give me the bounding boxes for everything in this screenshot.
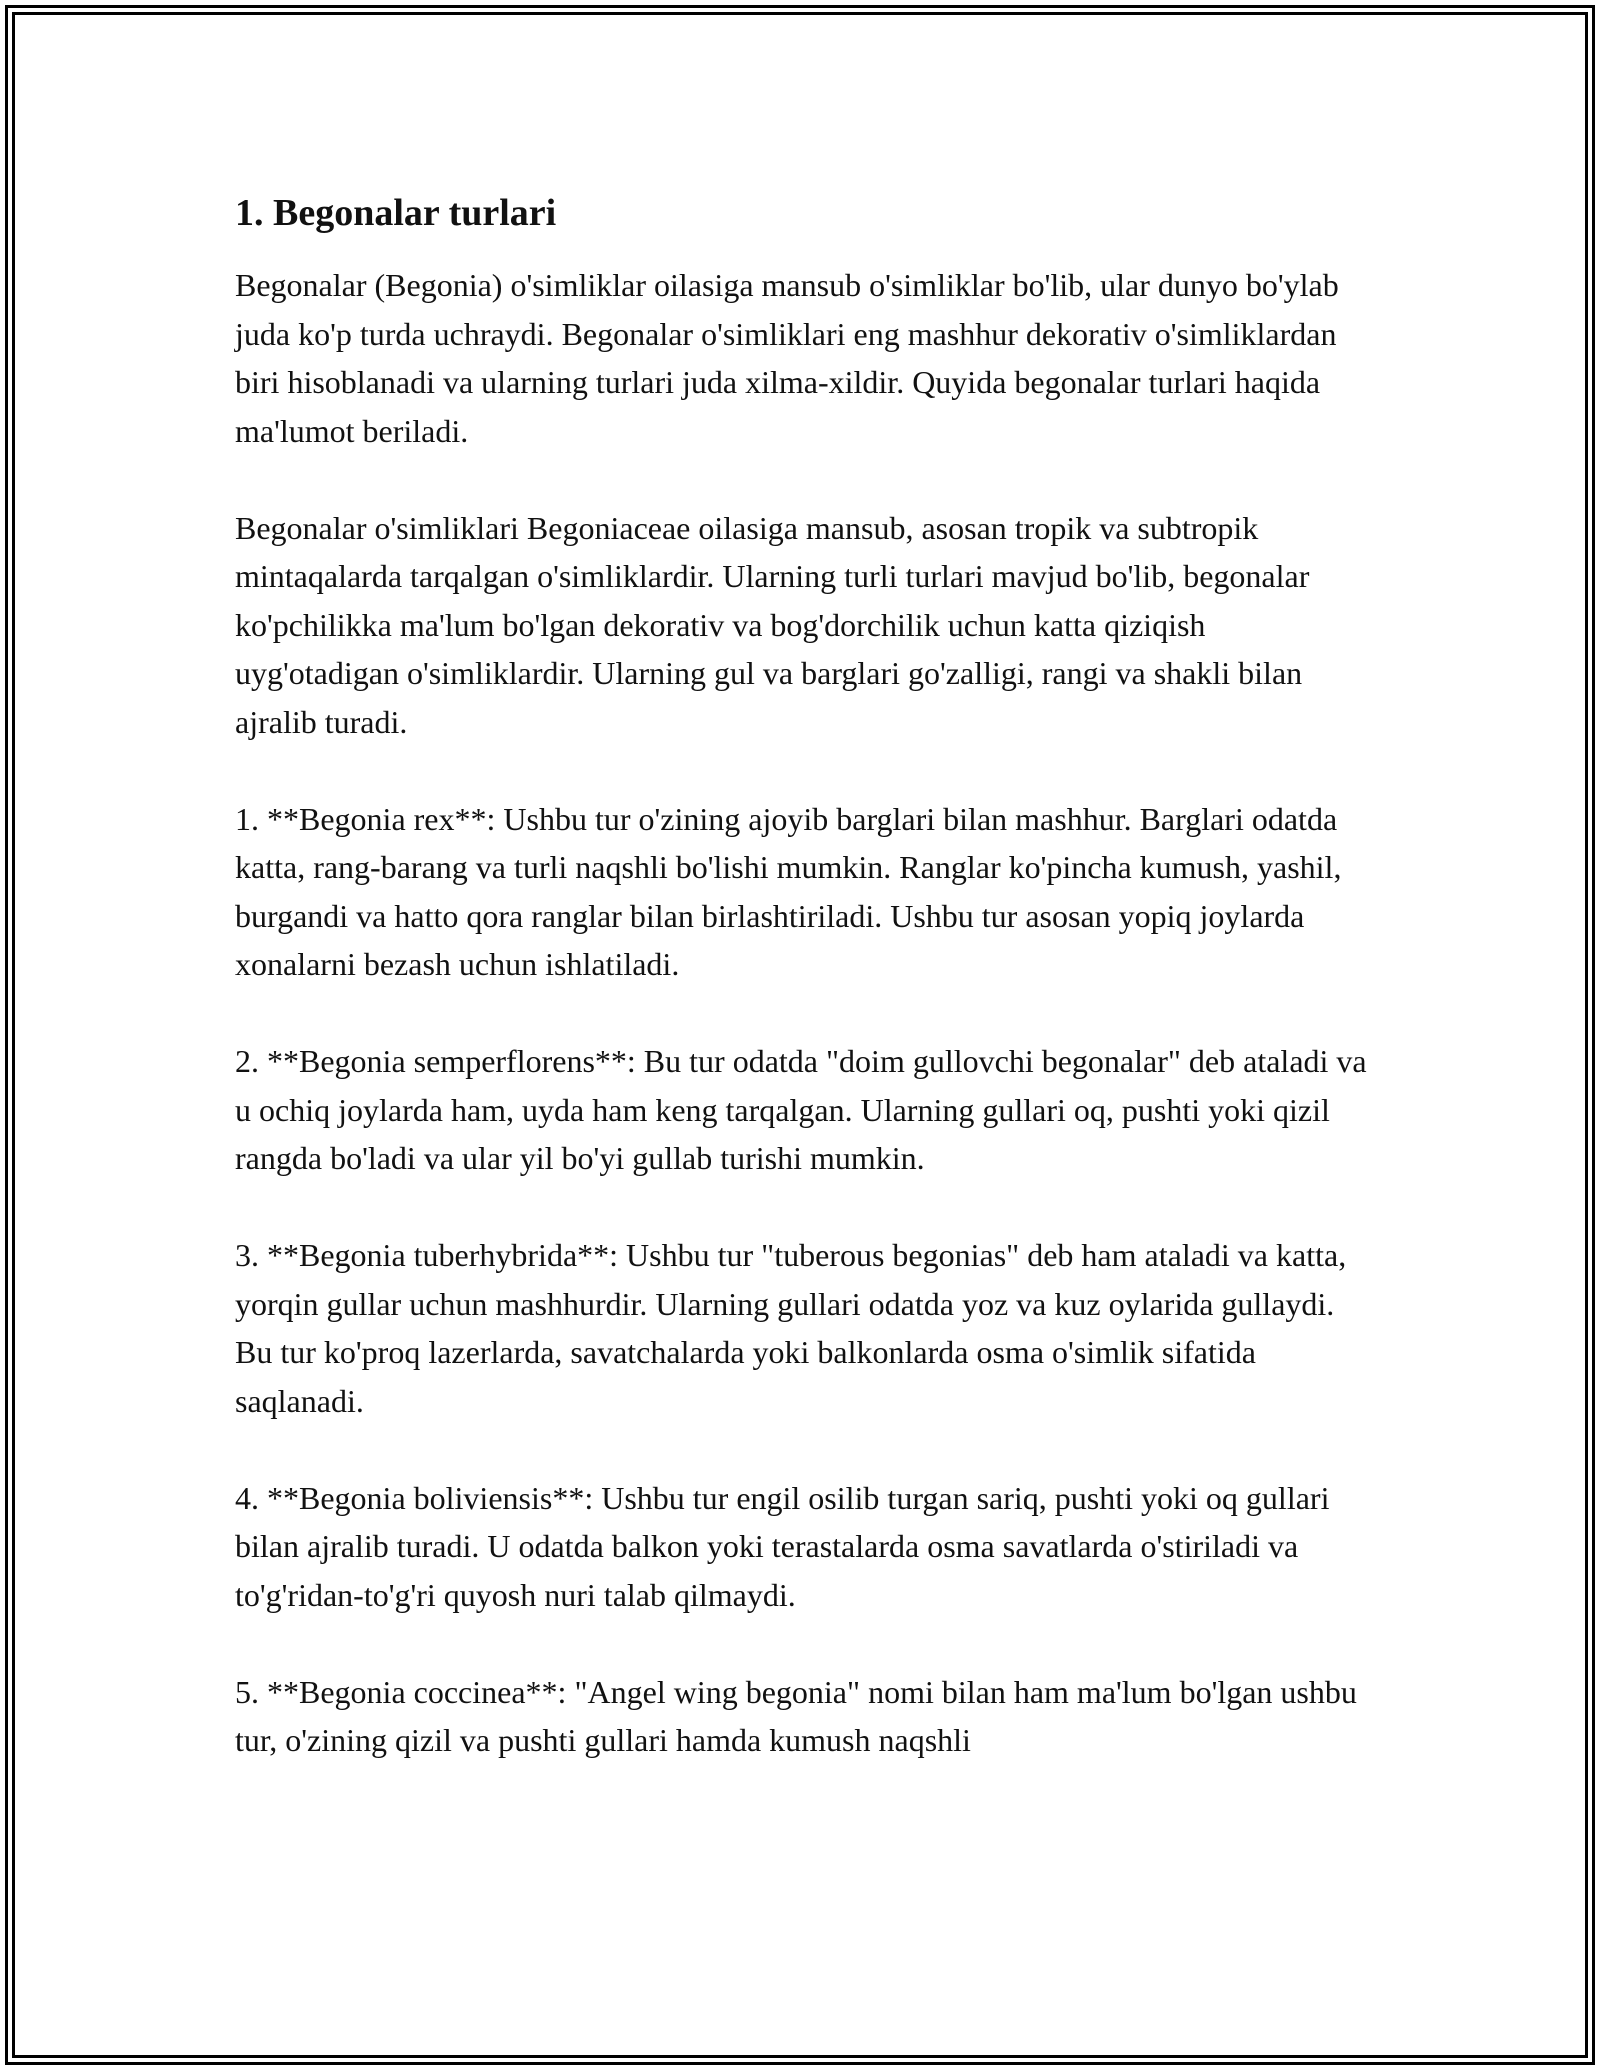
list-item-begonia-coccinea: 5. **Begonia coccinea**: "Angel wing begonia" nomi bilan ham ma'lum bo'lgan ushbu tur, o'zining qizil va pushti gullari hamda kumush naqshli xyxy=(235,1673,1357,1758)
list-item-begonia-boliviensis: 4. **Begonia boliviensis**: Ushbu tur engil osilib turgan sariq, pushti yoki oq gullari bilan ajralib turadi. U odatda balkon yoki terastalarda osma savatlarda o'stiriladi va to'g'ridan-to'g'ri quyosh nuri talab qilmaydi. xyxy=(235,1479,1330,1613)
document-body xyxy=(235,185,1375,1813)
paragraph-intro: Begonalar (Begonia) o'simliklar oilasiga mansub o'simliklar bo'lib, ular dunyo bo'ylab juda ko'p turda uchraydi. Begonalar o'simliklari eng mashhur dekorativ o'simliklardan biri hisoblanadi va ularning turlari juda xilma-xildir. Quyida begonalar turlari haqida ma'lumot beriladi. xyxy=(235,267,1339,449)
paragraph-family: Begonalar o'simliklari Begoniaceae oilasiga mansub, asosan tropik va subtropik mintaqalarda tarqalgan o'simliklardir. Ularning turli turlari mavjud bo'lib, begonalar ko'pchilikka ma'lum bo'lgan dekorativ va bog'dorchilik uchun katta qiziqish uyg'otadigan o'simliklardir. Ularning gul va barglari go'zalligi, rangi va shakli bilan ajralib turadi. xyxy=(235,509,1310,740)
list-item-begonia-rex: 1. **Begonia rex**: Ushbu tur o'zining ajoyib barglari bilan mashhur. Barglari odatda katta, rang-barang va turli naqshli bo'lishi mumkin. Ranglar ko'pincha kumush, yashil, burgandi va hatto qora ranglar bilan birlashtiriladi. Ushbu tur asosan yopiq joylarda xonalarni bezash uchun ishlatiladi. xyxy=(235,800,1342,982)
list-item-begonia-semperflorens: 2. **Begonia semperflorens**: Bu tur odatda "doim gullovchi begonalar" deb ataladi va u ochiq joylarda ham, uyda ham keng tarqalgan. Ularning gullari oq, pushti yoki qizil rangda bo'ladi va ular yil bo'yi gullab turishi mumkin. xyxy=(235,1043,1367,1176)
list-item-begonia-tuberhybrida: 3. **Begonia tuberhybrida**: Ushbu tur "tuberous begonias" deb ham ataladi va katta, yorqin gullar uchun mashhurdir. Ularning gullari odatda yoz va kuz oylarida gullaydi. Bu tur ko'proq lazerlarda, savatchalarda yoki balkonlarda osma o'simlik sifatida saqlanadi. xyxy=(235,1237,1347,1419)
section-heading: 1. Begonalar turlari xyxy=(235,192,557,234)
